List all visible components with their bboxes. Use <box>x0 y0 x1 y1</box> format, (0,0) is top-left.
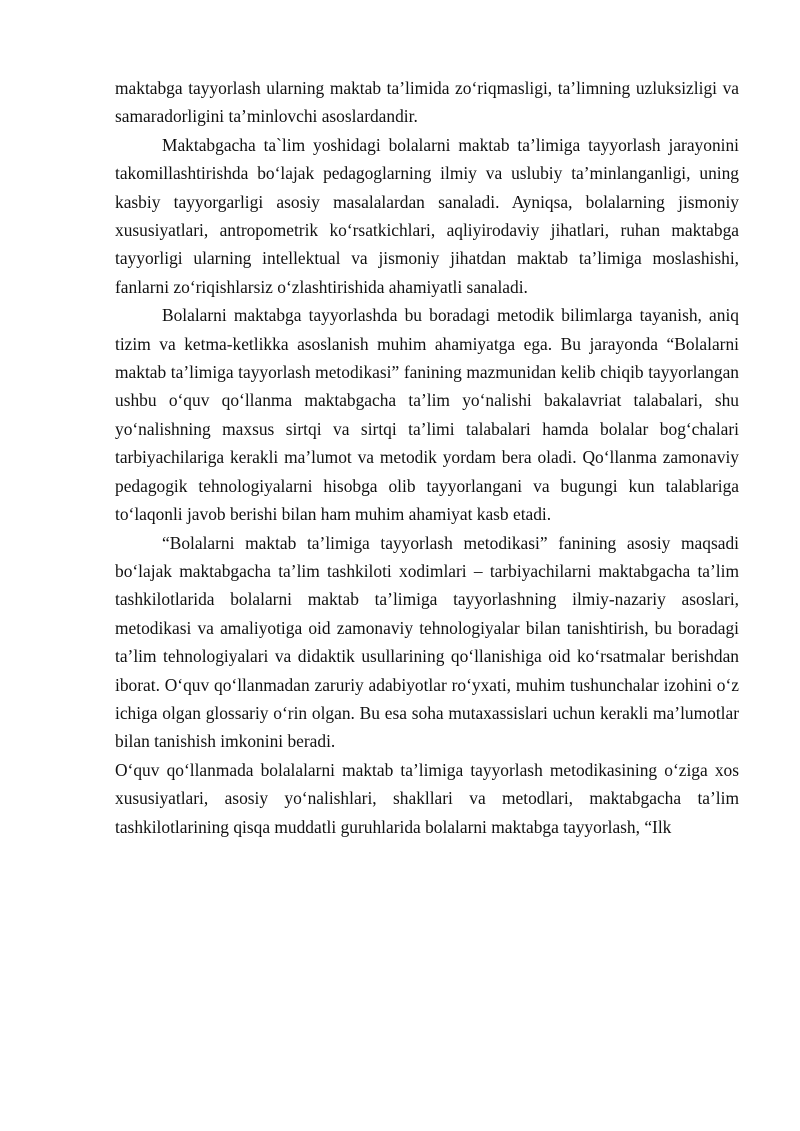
document-page <box>115 74 739 841</box>
paragraph-3: Bolalarni maktabga tayyorlashda bu boradagi metodik bilimlarga tayanish, aniq tizim va ketma-ketlikka asoslanish muhim ahamiyatga ega. Bu jarayonda “Bolalarni maktab ta’limiga tayyorlash metodikasi” fanining mazmunidan kelib chiqib tayyorlangan ushbu o‘quv qo‘llanma maktabgacha ta’lim yo‘nalishi bakalavriat talabalari, shu yo‘nalishning maxsus sirtqi va sirtqi ta’limi talabalari hamda bolalar bog‘chalari tarbiyachilariga kerakli ma’lumot va metodik yordam bera oladi. Qo‘llanma zamonaviy pedagogik tehnologiyalarni hisobga olib tayyorlangani va bugungi kun talablariga to‘laqonli javob berishi bilan ham muhim ahamiyat kasb etadi. <box>115 305 739 525</box>
paragraph-5: O‘quv qo‘llanmada bolalalarni maktab ta’limiga tayyorlash metodikasining o‘ziga xos xususiyatlari, asosiy yo‘nalishlari, shakllari va metodlari, maktabgacha ta’lim tashkilotlarining qisqa muddatli guruhlarida bolalarni maktabga tayyorlash, “Ilk <box>115 759 739 837</box>
paragraph-1: maktabga tayyorlash ularning maktab ta’limida zo‘riqmasligi, ta’limning uzluksizligi va samaradorligini ta’minlovchi asoslardandir. <box>115 78 739 127</box>
paragraph-4: “Bolalarni maktab ta’limiga tayyorlash metodikasi” fanining asosiy maqsadi bo‘lajak maktabgacha ta’lim tashkiloti xodimlari – tarbiyachilarni maktabgacha ta’lim tashkilotlarida bolalarni maktab ta’limiga tayyorlashning ilmiy-nazariy asoslari, metodikasi va amaliyotiga oid zamonaviy tehnologiyalar bilan tanishtirish, bu boradagi ta’lim tehnologiyalari va didaktik usullarining qo‘llanishiga oid ko‘rsatmalar berishdan iborat. O‘quv qo‘llanmadan zaruriy adabiyotlar ro‘yxati, muhim tushunchalar izohini o‘z ichiga olgan glossariy o‘rin olgan. Bu esa soha mutaxassislari uchun kerakli ma’lumotlar bilan tanishish imkonini beradi. <box>115 532 739 752</box>
paragraph-2: Maktabgacha ta`lim yoshidagi bolalarni maktab ta’limiga tayyorlash jarayonini takomillashtirishda bo‘lajak pedagoglarning ilmiy va uslubiy ta’minlanganligi, uning kasbiy tayyorgarligi asosiy masalalardan sanaladi. Ayniqsa, bolalarning jismoniy xususiyatlari, antropometrik ko‘rsatkichlari, aqliyirodaviy jihatlari, ruhan maktabga tayyorligi ularning intellektual va jismoniy jihatdan maktab ta’limiga moslashishi, fanlarni zo‘riqishlarsiz o‘zlashtirishida ahamiyatli sanaladi. <box>115 134 739 297</box>
